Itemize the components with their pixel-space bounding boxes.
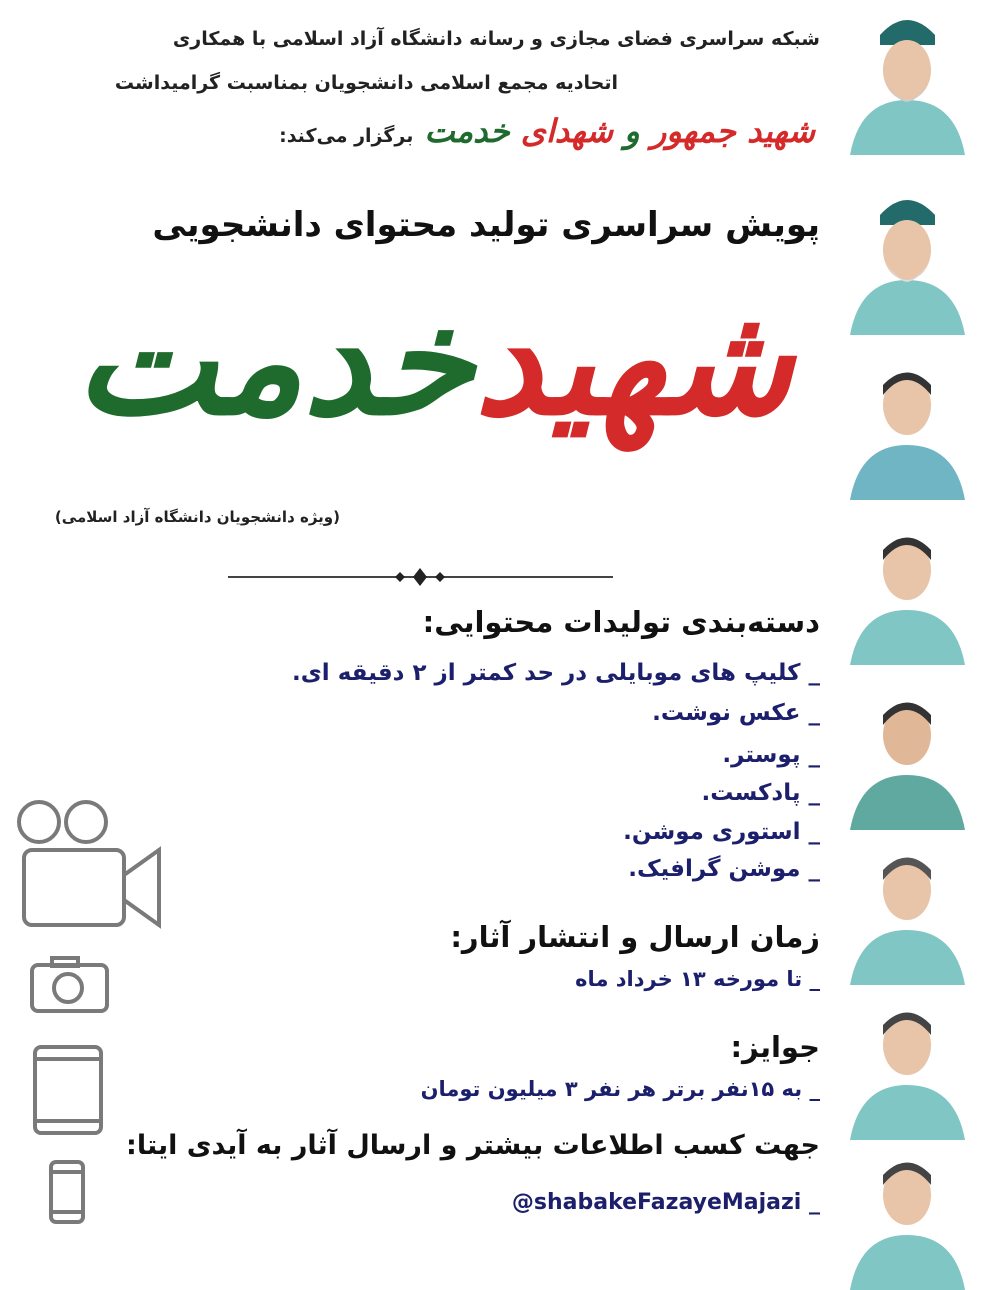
header-line-1: شبکه سراسری فضای مجازی و رسانه دانشگاه آزاد اسلامی با همکاری — [172, 28, 820, 50]
eitaa-handle[interactable]: @shabakeFazayeMajazi _ — [511, 1190, 820, 1215]
martyr-president: شهید جمهور — [650, 112, 815, 150]
logo-green-part: خدمت — [75, 275, 475, 449]
category-item: _ عکس نوشت. — [652, 700, 820, 726]
portrait-6 — [840, 835, 975, 985]
smartphone-icon — [49, 1160, 85, 1224]
portrait-7 — [840, 990, 975, 1140]
campaign-logo — [75, 262, 793, 462]
portrait-5 — [840, 680, 975, 830]
service-word: خدمت — [424, 112, 510, 150]
category-item: _ استوری موشن. — [623, 819, 820, 845]
martyrs-word: شهدای — [520, 112, 614, 150]
prizes-item: _ به ۱۵نفر برتر هر نفر ۳ میلیون تومان — [420, 1077, 820, 1101]
organizes-text: برگزار می‌کند: — [279, 125, 414, 147]
header-line-3 — [279, 112, 815, 150]
ornamental-divider — [228, 566, 613, 588]
portrait-2 — [840, 185, 975, 335]
tablet-icon — [33, 1045, 103, 1135]
video-camera-icon — [14, 795, 164, 935]
deadline-heading: زمان ارسال و انتشار آثار: — [450, 920, 820, 954]
portrait-4 — [840, 515, 975, 665]
portrait-1 — [840, 5, 975, 155]
martyrs-portraits — [833, 0, 983, 1280]
page-title: پویش سراسری تولید محتوای دانشجویی — [152, 205, 820, 245]
logo-red-part: شهید — [474, 275, 793, 449]
category-item: _ کلیپ های موبایلی در حد کمتر از ۲ دقیقه ای. — [291, 660, 820, 686]
category-item: _ پوستر. — [722, 742, 820, 768]
photo-camera-icon — [30, 955, 110, 1013]
header-line-2: اتحادیه مجمع اسلامی دانشجویان بمناسبت گرامیداشت — [114, 72, 618, 94]
category-item: _ پادکست. — [701, 780, 820, 806]
subtitle: (ویژه دانشجویان دانشگاه آزاد اسلامی) — [54, 508, 340, 526]
portrait-8 — [840, 1140, 975, 1290]
categories-heading: دسته‌بندی تولیدات محتوایی: — [422, 605, 820, 639]
category-item: _ موشن گرافیک. — [628, 856, 820, 882]
and-word: و — [624, 112, 640, 150]
deadline-item: _ تا مورخه ۱۳ خرداد ماه — [575, 967, 820, 991]
prizes-heading: جوایز: — [730, 1030, 820, 1064]
portrait-3 — [840, 350, 975, 500]
contact-heading: جهت کسب اطلاعات بیشتر و ارسال آثار به آیدی ایتا: — [126, 1130, 820, 1161]
